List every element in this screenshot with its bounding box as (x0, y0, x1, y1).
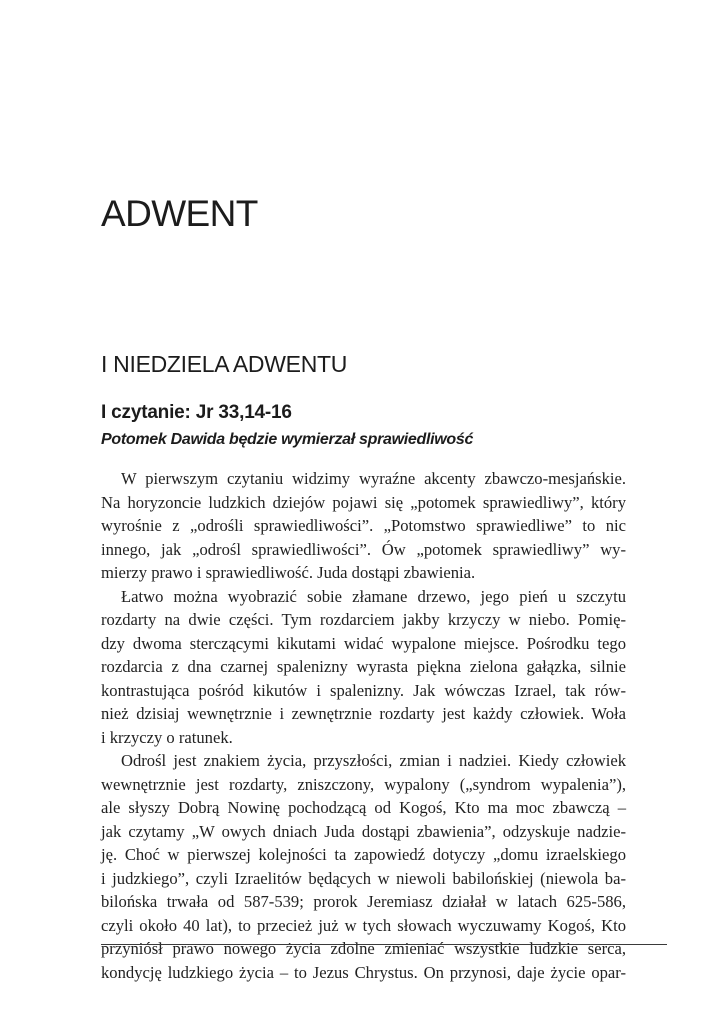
text-line: przyniósł prawo nowego życia zdolne zmieniać wszystkie ludzkie serca, (101, 939, 626, 958)
text-line: i krzyczy o ratunek. (101, 727, 233, 747)
text-line: czyli około 40 lat), to przecież już w tych słowach wyczuwamy Kogoś, Kto (101, 915, 626, 935)
text-line: i judzkiego”, czyli Izraelitów będących w niewoli babilońskiej (niewola ba- (101, 868, 626, 888)
body-text (101, 467, 626, 984)
text-line: Odrośl jest znakiem życia, przyszłości, zmian i nadziei. Kiedy człowiek (121, 751, 626, 770)
text-line: wyrośnie z „odrośli sprawiedliwości”. „Potomstwo sprawiedliwe” to nic (101, 516, 626, 535)
text-line: ję. Choć w pierwszej kolejności ta zapowiedź dotyczy „domu izraelskiego (101, 845, 626, 864)
text-line: kondycję ludzkiego życia – to Jezus Chrystus. On przynosi, daje życie opar- (101, 962, 626, 982)
text-line: wewnętrznie jest rozdarty, zniszczony, wypalony („syndrom wypalenia”), (101, 774, 626, 794)
reading-heading: I czytanie: Jr 33,14-16 (101, 402, 292, 423)
text-line: Na horyzoncie ludzkich dziejów pojawi się „potomek sprawiedliwy”, który (101, 492, 626, 512)
text-line: bilońska trwała od 587-539; prorok Jeremiasz działał w latach 625-586, (101, 892, 626, 911)
paragraph-3 (101, 749, 626, 984)
text-line: W pierwszym czytaniu widzimy wyraźne akcenty zbawczo-mesjańskie. (121, 469, 626, 488)
footer-divider (101, 944, 667, 945)
reading-subtitle: Potomek Dawida będzie wymierzał sprawiedliwość (101, 431, 474, 448)
text-line: kontrastująca pośród kikutów i spalenizny. Jak wówczas Izrael, tak rów- (101, 680, 626, 700)
text-line: mierzy prawo i sprawiedliwość. Juda dostąpi zbawienia. (101, 563, 476, 582)
text-line: dzy dwoma sterczącymi kikutami widać wypalone miejsce. Pośrodku tego (101, 633, 626, 653)
text-line: jak czytamy „W owych dniach Juda dostąpi zbawienia”, odzyskuje nadzie- (101, 821, 626, 841)
text-line: rozdarcia z dna czarnej spalenizny wyrasta piękna zielona gałązka, silnie (101, 657, 626, 676)
paragraph-2 (101, 585, 626, 750)
paragraph-1 (101, 467, 626, 585)
text-line: innego, jak „odrośl sprawiedliwości”. Ów „potomek sprawiedliwy” wy- (101, 539, 626, 559)
section-title: I NIEDZIELA ADWENTU (101, 351, 348, 377)
part-title: ADWENT (101, 193, 258, 234)
text-line: nież dzisiaj wewnętrznie i zewnętrznie rozdarty jest każdy człowiek. Woła (101, 704, 626, 723)
text-line: Łatwo można wyobrazić sobie złamane drzewo, jego pień u szczytu (121, 586, 626, 606)
text-line: rozdarty na dwie części. Tym rozdarciem jakby krzyczy w niebo. Pomię- (101, 610, 626, 629)
text-line: ale słyszy Dobrą Nowinę pochodzącą od Kogoś, Kto ma moc zbawczą – (101, 798, 626, 817)
